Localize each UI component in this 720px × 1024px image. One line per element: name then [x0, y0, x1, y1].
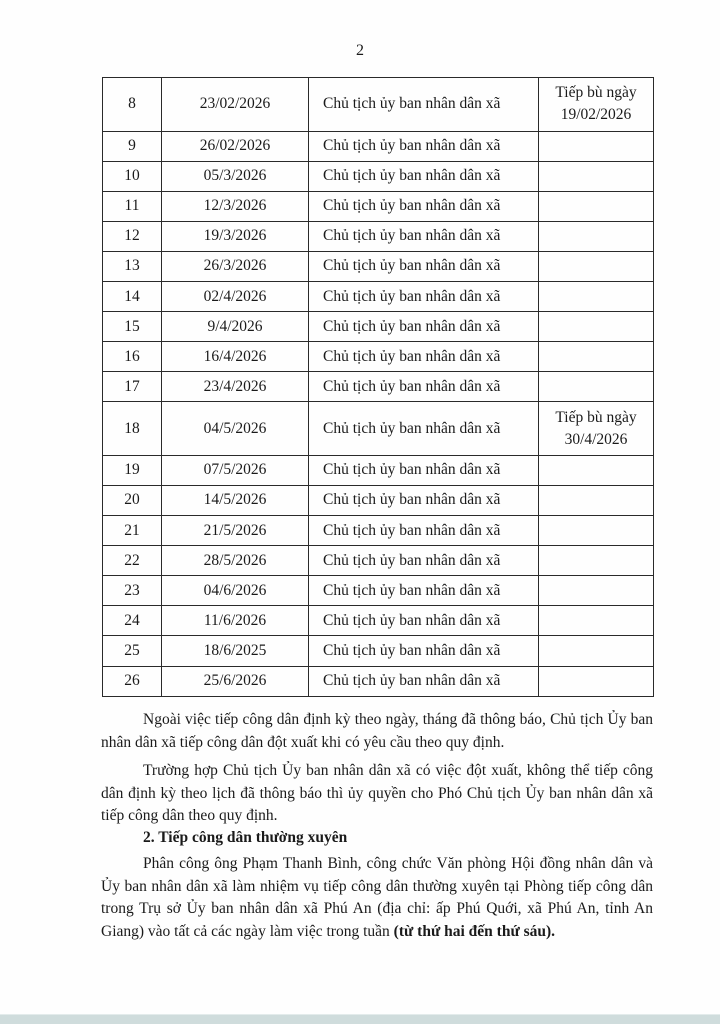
row-date: 04/5/2026	[162, 402, 309, 456]
row-content: Chủ tịch ủy ban nhân dân xã	[309, 516, 539, 546]
row-content: Chủ tịch ủy ban nhân dân xã	[309, 402, 539, 456]
schedule-row	[103, 402, 654, 456]
row-content: Chủ tịch ủy ban nhân dân xã	[309, 576, 539, 606]
row-note	[539, 221, 654, 251]
row-note-line: 30/4/2026	[564, 430, 628, 448]
schedule-row	[103, 161, 654, 191]
paragraph-regular-reception-days: (từ thứ hai đến thứ sáu).	[393, 922, 556, 940]
row-content: Chủ tịch ủy ban nhân dân xã	[309, 455, 539, 485]
row-content: Chủ tịch ủy ban nhân dân xã	[309, 78, 539, 132]
section-2-heading: 2. Tiếp công dân thường xuyên	[143, 829, 348, 846]
row-date: 21/5/2026	[162, 516, 309, 546]
row-date: 26/02/2026	[162, 131, 309, 161]
row-number: 23	[103, 576, 162, 606]
row-number: 22	[103, 546, 162, 576]
row-note	[539, 576, 654, 606]
schedule-row	[103, 606, 654, 636]
row-note	[539, 78, 654, 132]
schedule-row	[103, 666, 654, 696]
row-number: 21	[103, 516, 162, 546]
row-number: 17	[103, 372, 162, 402]
row-date: 12/3/2026	[162, 191, 309, 221]
row-date: 18/6/2025	[162, 636, 309, 666]
schedule-row	[103, 546, 654, 576]
row-note	[539, 131, 654, 161]
row-date: 14/5/2026	[162, 485, 309, 515]
row-note	[539, 342, 654, 372]
schedule-row	[103, 455, 654, 485]
row-date: 23/02/2026	[162, 78, 309, 132]
row-note-line: Tiếp bù ngày	[555, 408, 637, 426]
viewer-bottom-bar	[0, 1014, 720, 1024]
schedule-row	[103, 251, 654, 281]
schedule-row	[103, 485, 654, 515]
schedule-row	[103, 281, 654, 311]
paragraph-ad-hoc-reception: Ngoài việc tiếp công dân định kỳ theo ngày, tháng đã thông báo, Chủ tịch Ủy ban nhân dân xã tiếp công dân đột xuất khi có yêu cầu theo quy định.	[101, 711, 653, 751]
paragraph-delegation: Trường hợp Chủ tịch Ủy ban nhân dân xã có việc đột xuất, không thể tiếp công dân định kỳ theo lịch đã thông báo thì ủy quyền cho Phó Chủ tịch Ủy ban nhân dân xã tiếp công dân theo quy định.	[101, 762, 653, 824]
row-note	[539, 546, 654, 576]
row-number: 16	[103, 342, 162, 372]
row-note	[539, 516, 654, 546]
row-number: 25	[103, 636, 162, 666]
row-note	[539, 281, 654, 311]
row-content: Chủ tịch ủy ban nhân dân xã	[309, 312, 539, 342]
row-note	[539, 312, 654, 342]
schedule-row	[103, 221, 654, 251]
schedule-row	[103, 131, 654, 161]
row-number: 10	[103, 161, 162, 191]
row-date: 02/4/2026	[162, 281, 309, 311]
schedule-table-body	[103, 78, 654, 697]
schedule-row	[103, 312, 654, 342]
schedule-row	[103, 372, 654, 402]
paragraph-regular-reception-text: Phân công ông Phạm Thanh Bình, công chức Văn phòng Hội đồng nhân dân và Ủy ban nhân dân xã làm nhiệm vụ tiếp công dân thường xuyên tại Phòng tiếp công dân trong Trụ sở Ủy ban nhân dân xã Phú An (địa chỉ: ấp Phú Quới, xã Phú An, tỉnh An Giang) vào tất cả các ngày làm việc trong tuần	[101, 855, 653, 940]
schedule-row	[103, 636, 654, 666]
row-content: Chủ tịch ủy ban nhân dân xã	[309, 251, 539, 281]
row-content: Chủ tịch ủy ban nhân dân xã	[309, 342, 539, 372]
row-note-line: 19/02/2026	[560, 106, 632, 124]
row-date: 28/5/2026	[162, 546, 309, 576]
row-date: 25/6/2026	[162, 666, 309, 696]
row-date: 04/6/2026	[162, 576, 309, 606]
row-content: Chủ tịch ủy ban nhân dân xã	[309, 666, 539, 696]
schedule-table	[102, 77, 654, 697]
schedule-row	[103, 342, 654, 372]
row-number: 9	[103, 131, 162, 161]
paragraph-regular-reception	[101, 853, 653, 943]
schedule-row	[103, 78, 654, 132]
row-date: 26/3/2026	[162, 251, 309, 281]
row-note-line: Tiếp bù ngày	[555, 84, 637, 102]
row-note	[539, 161, 654, 191]
row-number: 24	[103, 606, 162, 636]
row-content: Chủ tịch ủy ban nhân dân xã	[309, 636, 539, 666]
row-date: 9/4/2026	[162, 312, 309, 342]
row-number: 15	[103, 312, 162, 342]
row-note	[539, 666, 654, 696]
row-content: Chủ tịch ủy ban nhân dân xã	[309, 281, 539, 311]
row-content: Chủ tịch ủy ban nhân dân xã	[309, 546, 539, 576]
schedule-row	[103, 576, 654, 606]
row-content: Chủ tịch ủy ban nhân dân xã	[309, 191, 539, 221]
row-note	[539, 251, 654, 281]
row-number: 11	[103, 191, 162, 221]
row-date: 05/3/2026	[162, 161, 309, 191]
row-content: Chủ tịch ủy ban nhân dân xã	[309, 131, 539, 161]
schedule-row	[103, 516, 654, 546]
row-content: Chủ tịch ủy ban nhân dân xã	[309, 221, 539, 251]
row-date: 07/5/2026	[162, 455, 309, 485]
row-content: Chủ tịch ủy ban nhân dân xã	[309, 372, 539, 402]
row-note	[539, 636, 654, 666]
row-number: 18	[103, 402, 162, 456]
schedule-row	[103, 191, 654, 221]
row-content: Chủ tịch ủy ban nhân dân xã	[309, 606, 539, 636]
row-number: 19	[103, 455, 162, 485]
row-number: 12	[103, 221, 162, 251]
row-number: 26	[103, 666, 162, 696]
row-note	[539, 606, 654, 636]
row-date: 19/3/2026	[162, 221, 309, 251]
row-number: 20	[103, 485, 162, 515]
row-note	[539, 485, 654, 515]
row-number: 14	[103, 281, 162, 311]
row-date: 11/6/2026	[162, 606, 309, 636]
row-number: 13	[103, 251, 162, 281]
row-content: Chủ tịch ủy ban nhân dân xã	[309, 161, 539, 191]
row-note	[539, 372, 654, 402]
row-date: 23/4/2026	[162, 372, 309, 402]
row-date: 16/4/2026	[162, 342, 309, 372]
row-note	[539, 402, 654, 456]
row-note	[539, 455, 654, 485]
page-number: 2	[356, 42, 364, 59]
row-note	[539, 191, 654, 221]
row-content: Chủ tịch ủy ban nhân dân xã	[309, 485, 539, 515]
row-number: 8	[103, 78, 162, 132]
